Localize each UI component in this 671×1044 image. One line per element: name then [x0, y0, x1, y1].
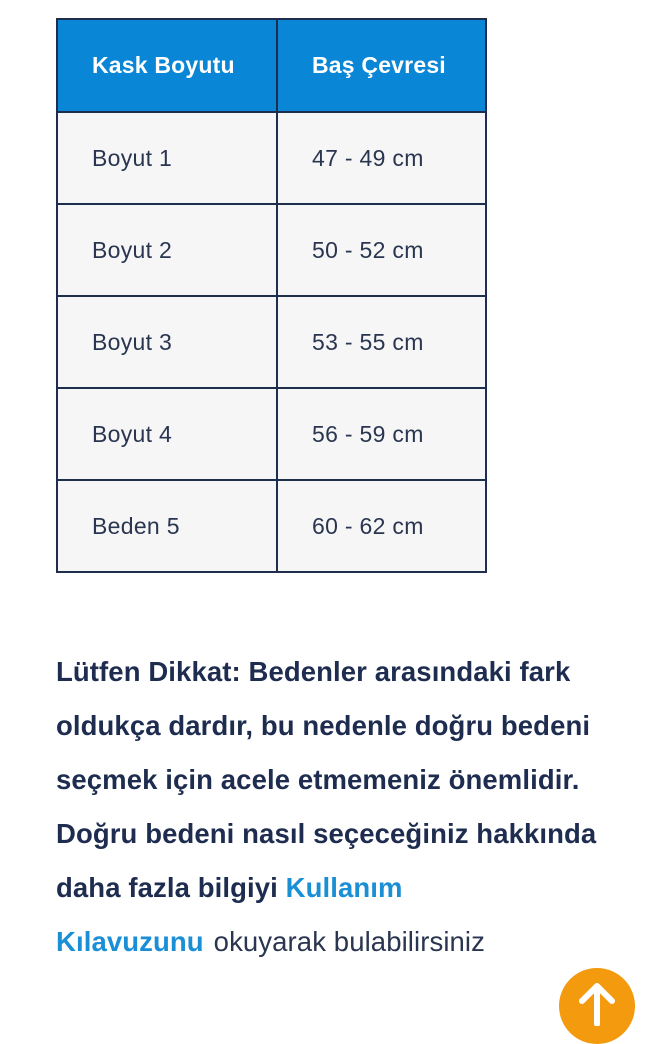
size-cell: Beden 5 [57, 480, 277, 572]
arrow-up-icon [577, 982, 617, 1026]
table-row [57, 296, 486, 388]
scroll-to-top-button[interactable] [559, 968, 635, 1044]
table-row [57, 112, 486, 204]
table-header-row [57, 19, 486, 112]
table-row [57, 204, 486, 296]
notice-tail-text: okuyarak bulabilirsiniz [213, 926, 485, 957]
user-guide-link[interactable]: Kullanım Kılavuzunu [56, 872, 403, 957]
table-row [57, 480, 486, 572]
size-cell: Boyut 4 [57, 388, 277, 480]
column-header-helmet-size: Kask Boyutu [57, 19, 277, 112]
size-cell: Boyut 2 [57, 204, 277, 296]
size-notice-paragraph [56, 645, 616, 969]
circumference-cell: 47 - 49 cm [277, 112, 486, 204]
circumference-cell: 60 - 62 cm [277, 480, 486, 572]
circumference-cell: 50 - 52 cm [277, 204, 486, 296]
circumference-cell: 53 - 55 cm [277, 296, 486, 388]
helmet-size-table [56, 18, 487, 573]
notice-text: Lütfen Dikkat: Bedenler arasındaki fark oldukça dardır, bu nedenle doğru bedeni seçmek için acele etmemeniz önemlidir. Doğru bedeni nasıl seçeceğiniz hakkında daha fazla bilgiyi [56, 656, 597, 903]
circumference-cell: 56 - 59 cm [277, 388, 486, 480]
table-row [57, 388, 486, 480]
size-cell: Boyut 1 [57, 112, 277, 204]
size-cell: Boyut 3 [57, 296, 277, 388]
column-header-head-circumference: Baş Çevresi [277, 19, 486, 112]
